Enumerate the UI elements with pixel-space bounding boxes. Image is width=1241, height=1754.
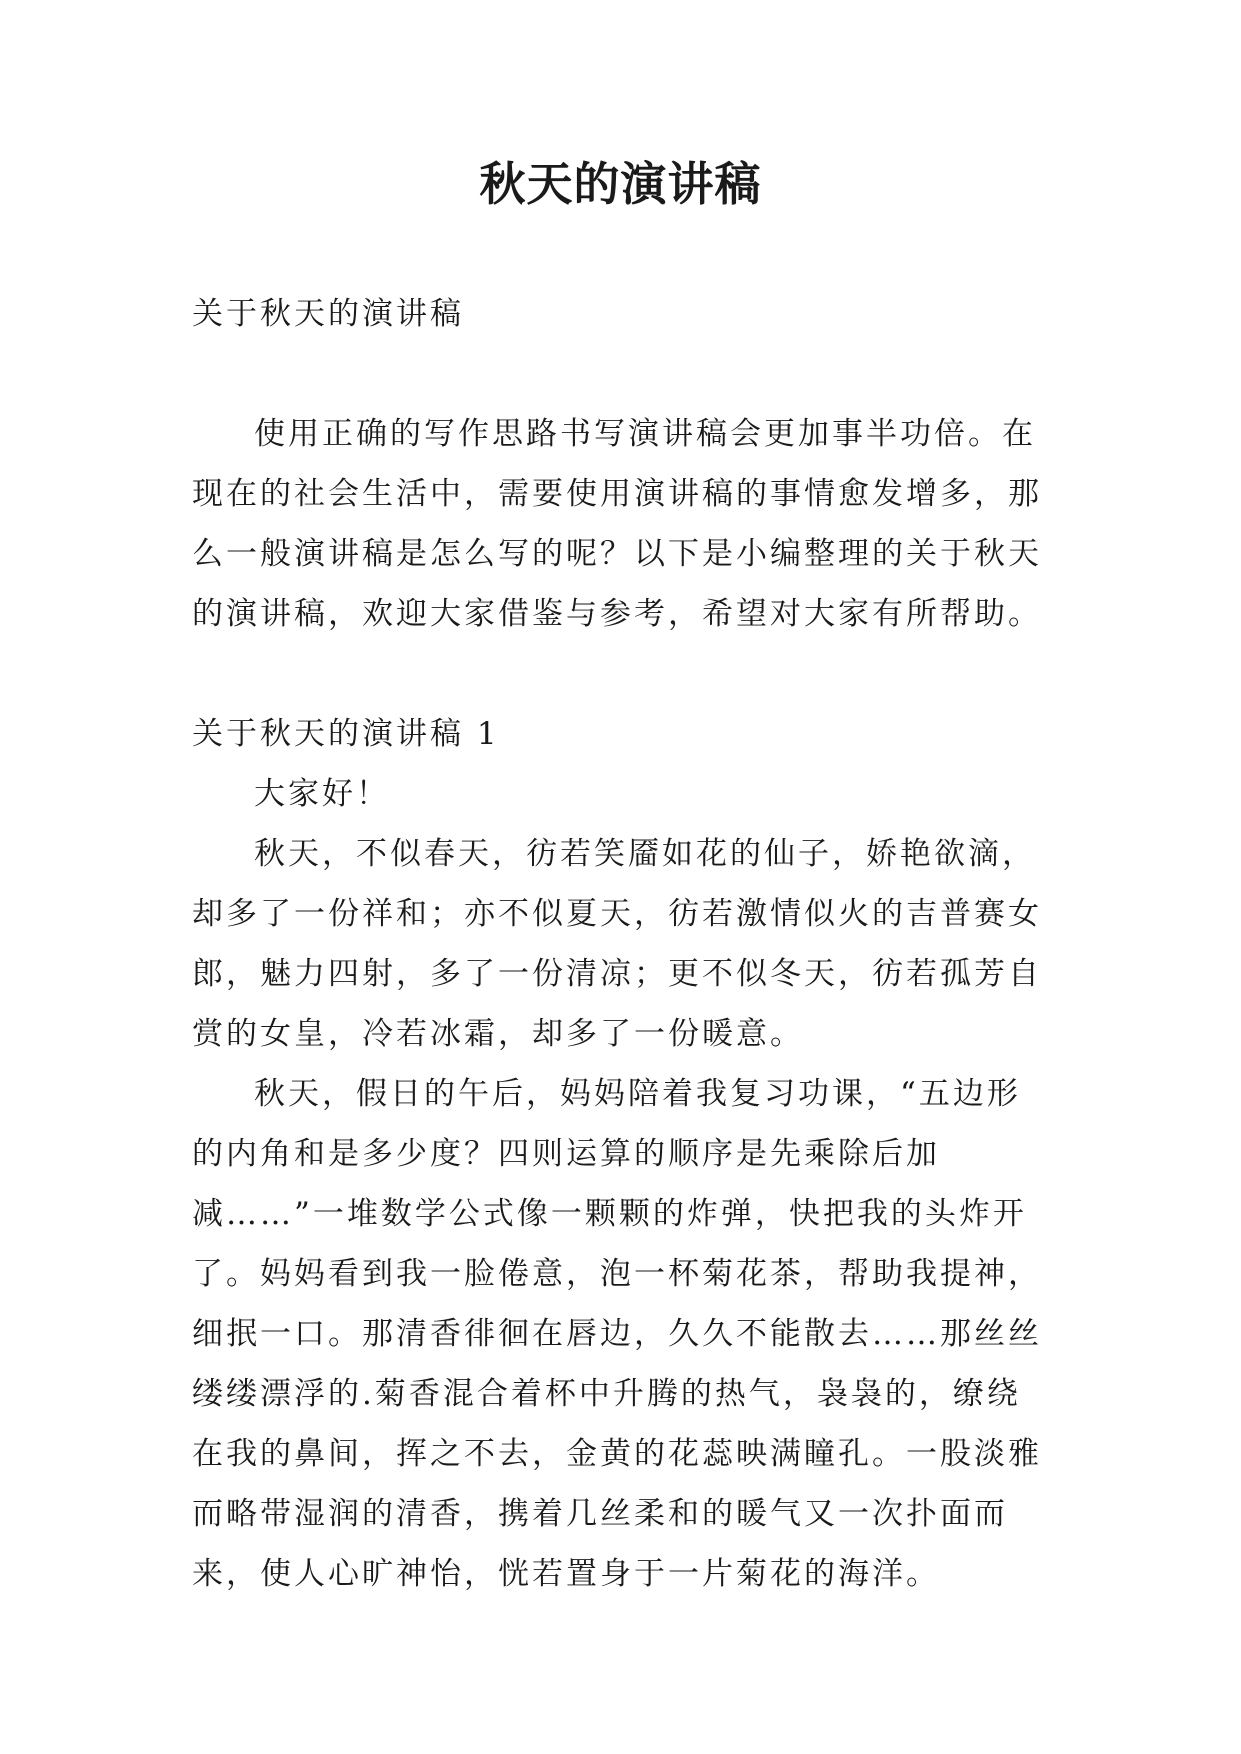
greeting-paragraph: 大家好！ <box>254 776 390 812</box>
body-paragraph-2: 秋天，假日的午后，妈妈陪着我复习功课，“五边形的内角和是多少度？四则运算的顺序是先乘除后加减……”一堆数学公式像一颗颗的炸弹，快把我的头炸开了。妈妈看到我一脸倦意，泡一杯菊花茶，帮助我提神，细抿一口。那清香徘徊在唇边，久久不能散去……那丝丝缕缕漂浮的.菊香混合着杯中升腾的热气，袅袅的，缭绕在我的鼻间，挥之不去，金黄的花蕊映满瞳孔。一股淡雅而略带湿润的清香，携着几丝柔和的暖气又一次扑面而来，使人心旷神怡，恍若置身于一片菊花的海洋。 <box>192 1076 1042 1592</box>
body-paragraph-1: 秋天，不似春天，彷若笑靥如花的仙子，娇艳欲滴，却多了一份祥和；亦不似夏天，彷若激情似火的吉普赛女郎，魅力四射，多了一份清凉；更不似冬天，彷若孤芳自赏的女皇，冷若冰霜，却多了一份暖意。 <box>192 836 1042 1052</box>
document-body <box>192 284 1054 1604</box>
document-title: 秋天的演讲稿 <box>479 157 762 211</box>
section-heading: 关于秋天的演讲稿 1 <box>192 716 500 752</box>
intro-paragraph: 使用正确的写作思路书写演讲稿会更加事半功倍。在现在的社会生活中，需要使用演讲稿的事情愈发增多，那么一般演讲稿是怎么写的呢？以下是小编整理的关于秋天的演讲稿，欢迎大家借鉴与参考，希望对大家有所帮助。 <box>192 416 1042 632</box>
document-subtitle: 关于秋天的演讲稿 <box>192 296 464 332</box>
